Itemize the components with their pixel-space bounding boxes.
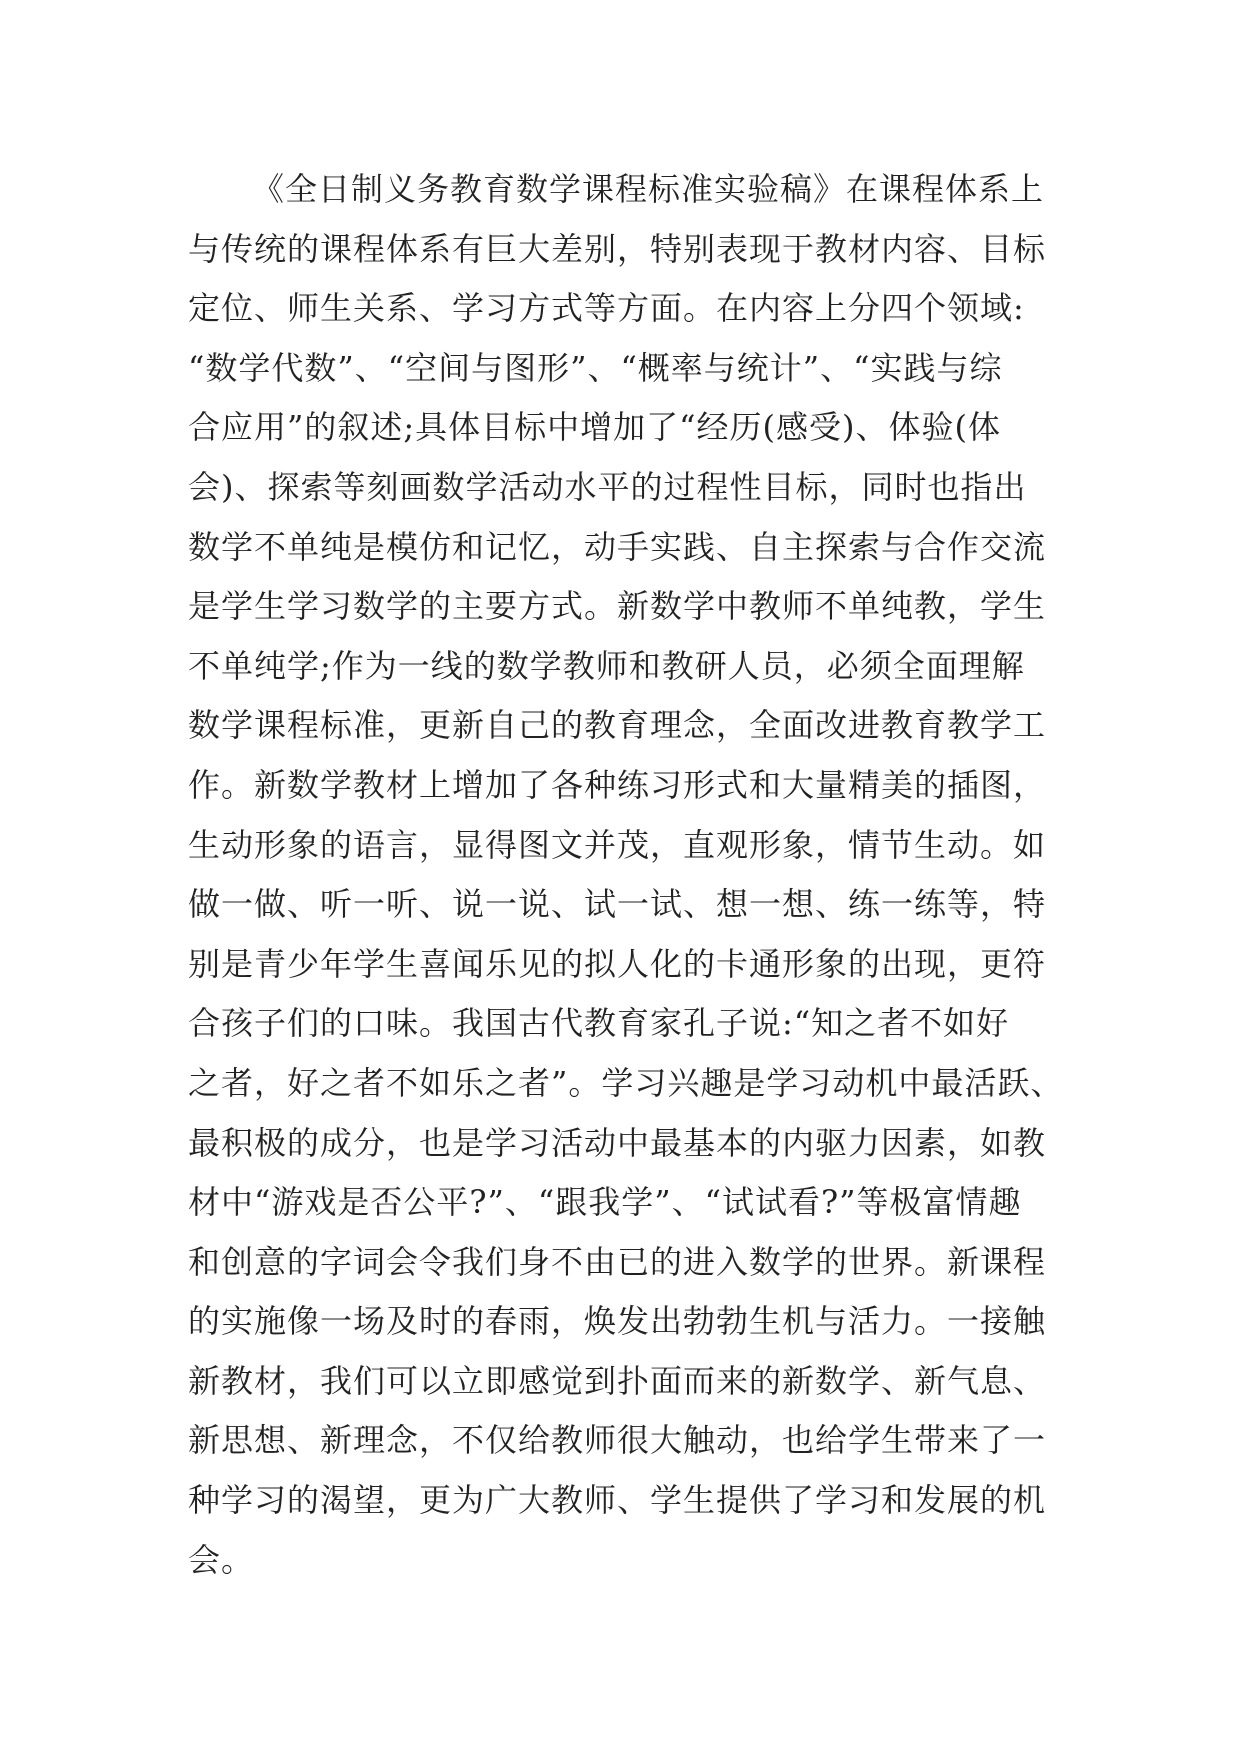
body-paragraph — [188, 160, 1068, 1590]
paragraph-line: 别是青少年学生喜闻乐见的拟人化的卡通形象的出现，更符 — [188, 944, 1047, 983]
paragraph-line: 之者，好之者不如乐之者”。学习兴趣是学习动机中最活跃、 — [188, 1063, 1064, 1102]
paragraph-line: 定位、师生关系、学习方式等方面。在内容上分四个领域: — [188, 289, 1025, 328]
paragraph-line: 新思想、新理念，不仅给教师很大触动，也给学生带来了一 — [188, 1421, 1047, 1460]
paragraph-line: 新教材，我们可以立即感觉到扑面而来的新数学、新气息、 — [188, 1361, 1047, 1400]
paragraph-line: 合孩子们的口味。我国古代教育家孔子说:“知之者不如好 — [188, 1004, 1010, 1043]
paragraph-line: 和创意的字词会令我们身不由已的进入数学的世界。新课程 — [188, 1242, 1047, 1281]
paragraph-line: 会。 — [188, 1540, 255, 1579]
paragraph-line: 《全日制义务教育数学课程标准实验稿》在课程体系上 — [252, 170, 1045, 208]
paragraph-line: 会)、探索等刻画数学活动水平的过程性目标，同时也指出 — [188, 467, 1027, 506]
paragraph-line: 做一做、听一听、说一说、试一试、想一想、练一练等，特 — [188, 885, 1047, 924]
paragraph-line: 数学课程标准，更新自己的教育理念，全面改进教育教学工 — [188, 706, 1047, 745]
paragraph-line: 合应用”的叙述;具体目标中增加了“经历(感受)、体验(体 — [188, 408, 1001, 447]
paragraph-line: 种学习的渴望，更为广大教师、学生提供了学习和发展的机 — [188, 1481, 1047, 1520]
paragraph-line: 数学不单纯是模仿和记忆，动手实践、自主探索与合作交流 — [188, 527, 1047, 566]
paragraph-line: 的实施像一场及时的春雨，焕发出勃勃生机与活力。一接触 — [188, 1302, 1047, 1341]
paragraph-line: 不单纯学;作为一线的数学教师和教研人员，必须全面理解 — [188, 646, 1025, 685]
paragraph-line: 作。新数学教材上增加了各种练习形式和大量精美的插图， — [188, 765, 1047, 804]
paragraph-line: 与传统的课程体系有巨大差别，特别表现于教材内容、目标 — [188, 229, 1047, 268]
paragraph-line: 材中“游戏是否公平?”、“跟我学”、“试试看?”等极富情趣 — [188, 1183, 1022, 1222]
paragraph-line: 最积极的成分，也是学习活动中最基本的内驱力因素，如教 — [188, 1123, 1047, 1162]
paragraph-line: 是学生学习数学的主要方式。新数学中教师不单纯教，学生 — [188, 587, 1047, 626]
paragraph-line: “数学代数”、“空间与图形”、“概率与统计”、“实践与综 — [188, 348, 1003, 387]
paragraph-line: 生动形象的语言，显得图文并茂，直观形象，情节生动。如 — [188, 825, 1047, 864]
